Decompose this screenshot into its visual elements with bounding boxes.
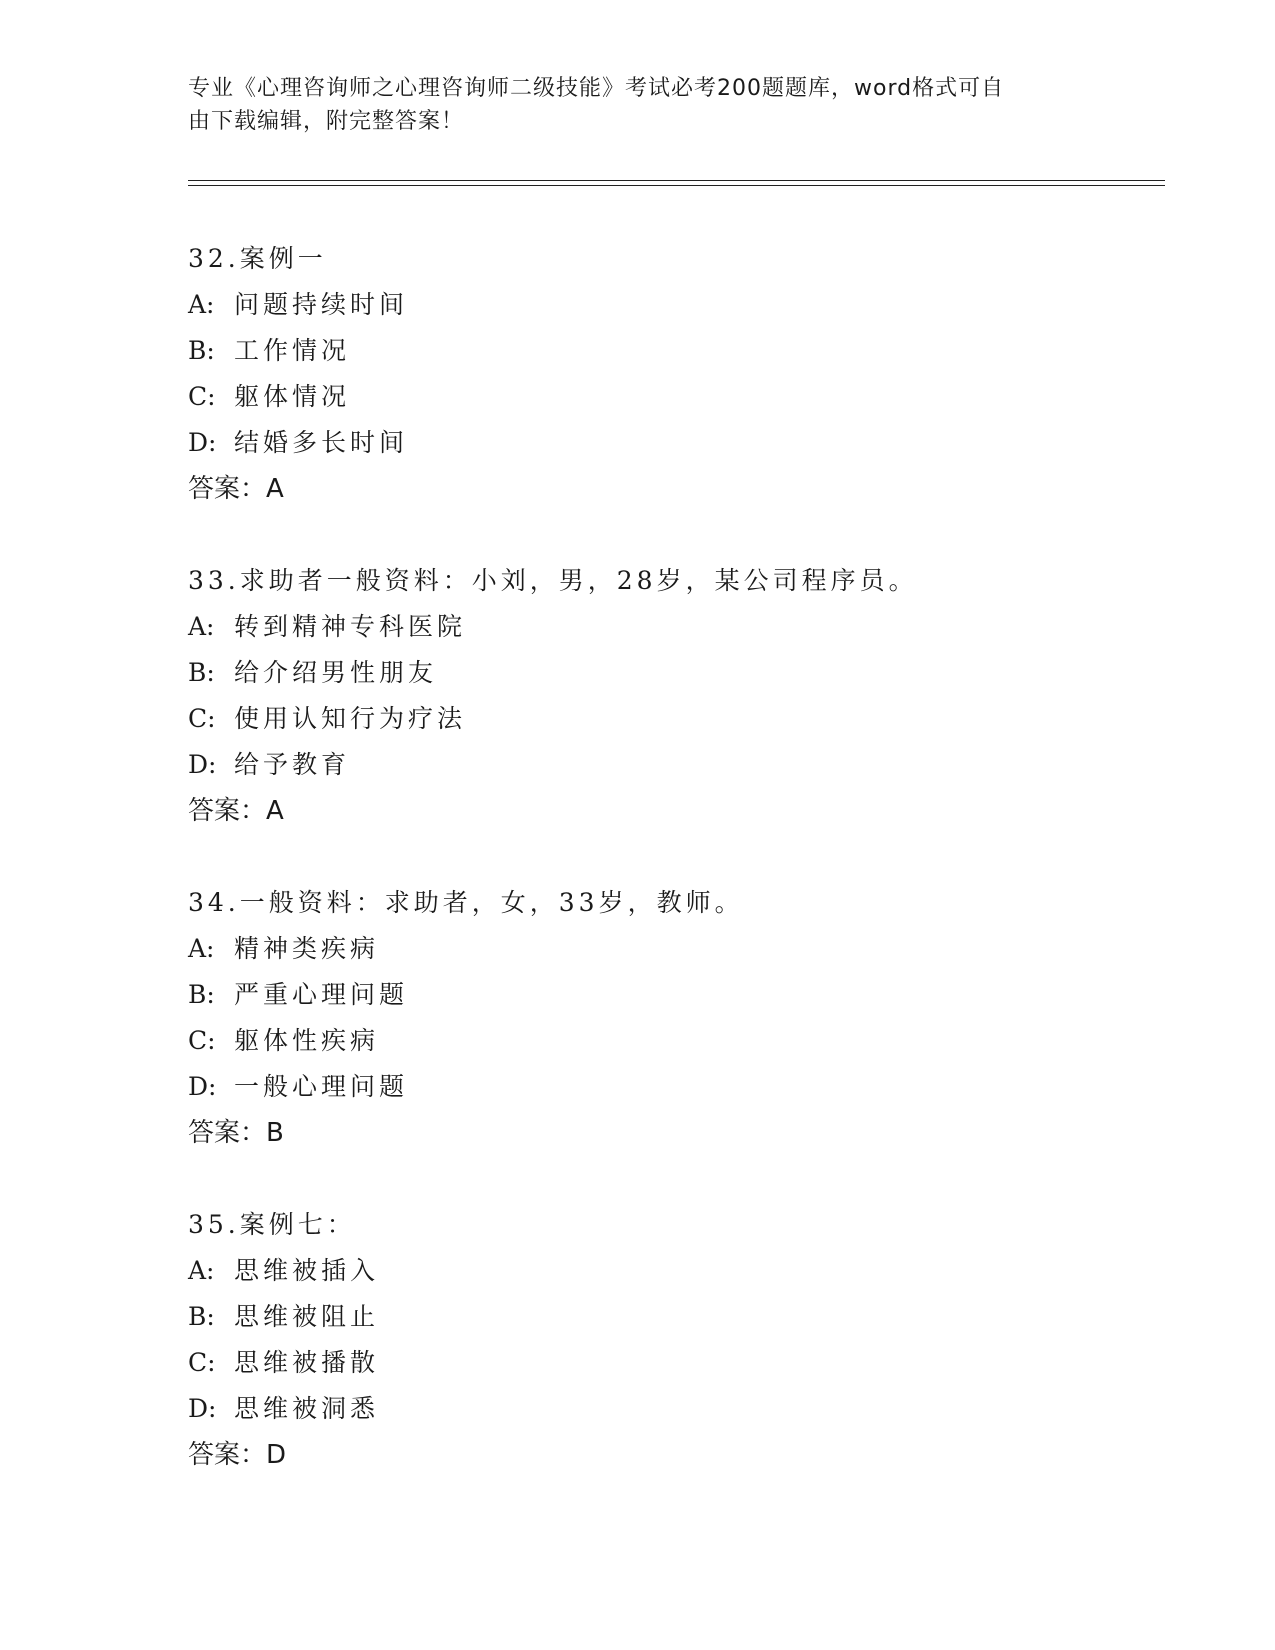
option-letter: A: — [188, 1256, 215, 1285]
answer-line: 答案：A — [188, 474, 284, 504]
option-b — [188, 972, 1148, 1018]
answer-line: 答案：B — [188, 1118, 284, 1148]
option-letter: C: — [188, 382, 216, 411]
option-d — [188, 1064, 1148, 1110]
question-stem: 33.求助者一般资料：小刘，男，28岁，某公司程序员。 — [188, 566, 918, 595]
option-letter: B: — [188, 336, 215, 365]
option-a — [188, 1248, 1148, 1294]
document-header — [188, 72, 1088, 138]
answer-line: 答案：A — [188, 796, 284, 826]
option-letter: D: — [188, 750, 217, 779]
option-text: 思维被洞悉 — [234, 1394, 380, 1423]
option-letter: D: — [188, 1394, 217, 1423]
option-letter: A: — [188, 934, 215, 963]
question-block — [188, 236, 1148, 512]
option-text: 思维被阻止 — [234, 1302, 380, 1331]
header-line-2: 由下载编辑，附完整答案！ — [188, 109, 465, 134]
option-d — [188, 742, 1148, 788]
question-block — [188, 558, 1148, 834]
option-letter: C: — [188, 704, 216, 733]
answer-line: 答案：D — [188, 1440, 287, 1470]
question-block — [188, 1202, 1148, 1478]
option-text: 结婚多长时间 — [234, 428, 409, 457]
option-text: 躯体情况 — [234, 382, 351, 411]
option-letter: C: — [188, 1026, 216, 1055]
option-text: 一般心理问题 — [234, 1072, 409, 1101]
option-text: 问题持续时间 — [234, 290, 409, 319]
option-a — [188, 282, 1148, 328]
question-stem: 35.案例七： — [188, 1210, 356, 1239]
option-letter: A: — [188, 290, 215, 319]
option-text: 精神类疾病 — [234, 934, 380, 963]
option-text: 使用认知行为疗法 — [234, 704, 467, 733]
option-text: 思维被播散 — [234, 1348, 380, 1377]
option-c — [188, 696, 1148, 742]
option-text: 工作情况 — [234, 336, 351, 365]
question-stem: 34.一般资料：求助者，女，33岁，教师。 — [188, 888, 744, 917]
question-block — [188, 880, 1148, 1156]
option-letter: B: — [188, 980, 215, 1009]
option-a — [188, 604, 1148, 650]
option-c — [188, 1340, 1148, 1386]
option-letter: A: — [188, 612, 215, 641]
option-c — [188, 374, 1148, 420]
option-text: 给予教育 — [234, 750, 351, 779]
option-text: 给介绍男性朋友 — [234, 658, 438, 687]
header-divider-top — [188, 180, 1165, 181]
option-letter: B: — [188, 1302, 215, 1331]
option-text: 转到精神专科医院 — [234, 612, 467, 641]
option-text: 严重心理问题 — [234, 980, 409, 1009]
option-b — [188, 328, 1148, 374]
option-d — [188, 1386, 1148, 1432]
option-letter: C: — [188, 1348, 216, 1377]
option-text: 躯体性疾病 — [234, 1026, 380, 1055]
option-letter: B: — [188, 658, 215, 687]
header-divider-bottom — [188, 185, 1165, 186]
question-stem: 32.案例一 — [188, 244, 327, 273]
option-b — [188, 1294, 1148, 1340]
option-letter: D: — [188, 428, 217, 457]
option-b — [188, 650, 1148, 696]
option-text: 思维被插入 — [234, 1256, 380, 1285]
option-a — [188, 926, 1148, 972]
option-letter: D: — [188, 1072, 217, 1101]
option-d — [188, 420, 1148, 466]
option-c — [188, 1018, 1148, 1064]
header-line-1: 专业《心理咨询师之心理咨询师二级技能》考试必考200题题库，word格式可自 — [188, 76, 1005, 101]
